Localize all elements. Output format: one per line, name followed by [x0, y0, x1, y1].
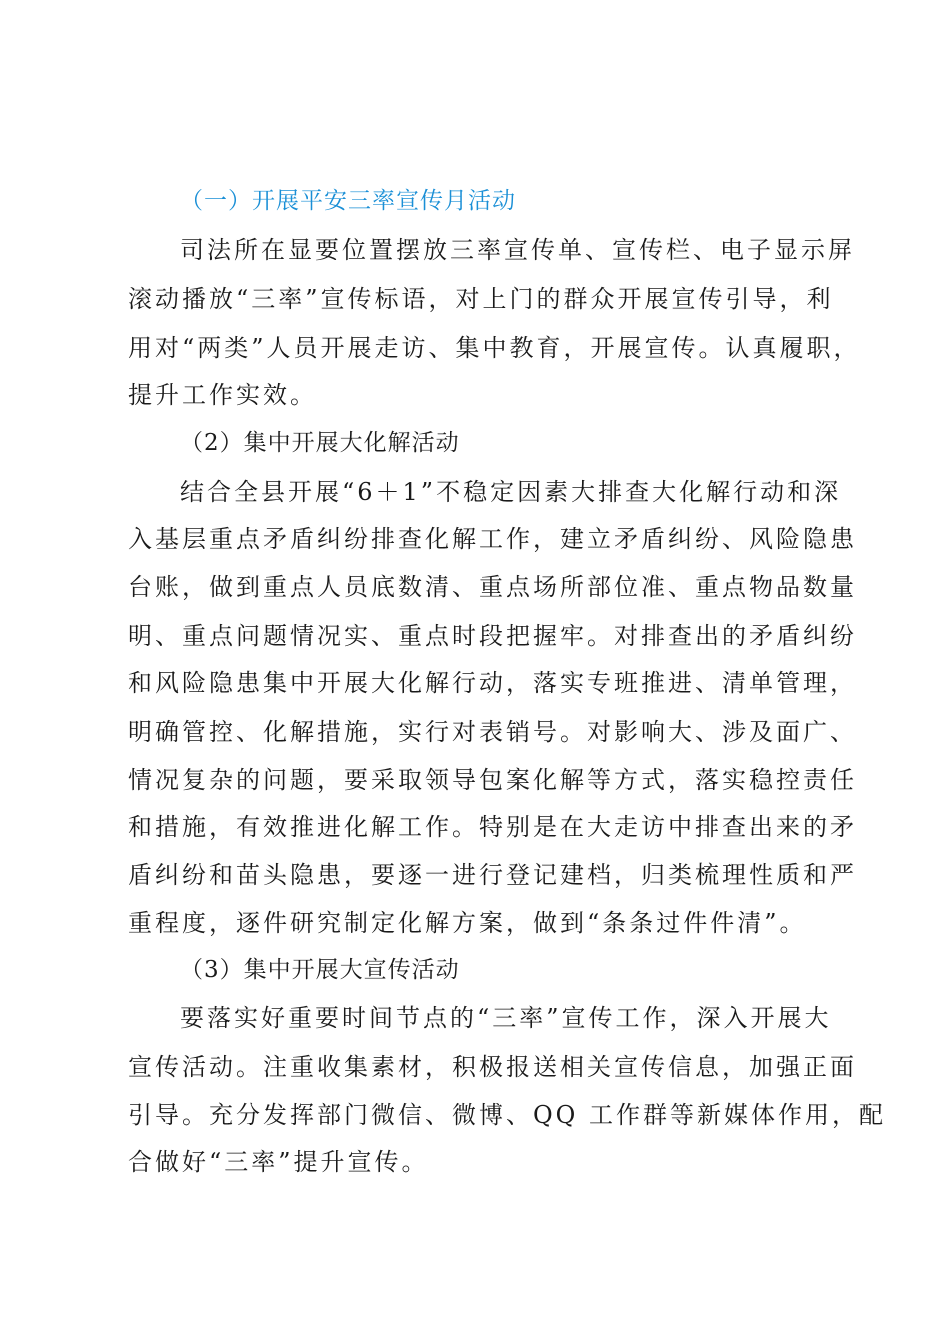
- paragraph-line: 和风险隐患集中开展大化解行动，落实专班推进、清单管理，: [128, 669, 857, 697]
- section-2-heading: （2）集中开展大化解活动: [180, 430, 460, 456]
- paragraph-line: 要落实好重要时间节点的“三率”宣传工作，深入开展大: [180, 1004, 832, 1032]
- paragraph-line: 司法所在显要位置摆放三率宣传单、宣传栏、电子显示屏: [180, 236, 855, 264]
- paragraph-line: 合做好“三率”提升宣传。: [128, 1148, 429, 1176]
- section-1-heading: （一）开展平安三率宣传月活动: [180, 188, 516, 214]
- paragraph-line: 入基层重点矛盾纠纷排查化解工作，建立矛盾纠纷、风险隐患: [128, 525, 857, 553]
- section-3-heading: （3）集中开展大宣传活动: [180, 957, 460, 983]
- paragraph-line: 引导。充分发挥部门微信、微博、QQ 工作群等新媒体作用，配: [128, 1101, 886, 1129]
- paragraph-line: 明确管控、化解措施，实行对表销号。对影响大、涉及面广、: [128, 718, 857, 746]
- paragraph-line: 提升工作实效。: [128, 381, 317, 409]
- paragraph-line: 结合全县开展“6＋1”不稳定因素大排查大化解行动和深: [180, 478, 842, 506]
- paragraph-line: 宣传活动。注重收集素材，积极报送相关宣传信息，加强正面: [128, 1053, 857, 1081]
- paragraph-line: 和措施，有效推进化解工作。特别是在大走访中排查出来的矛: [128, 813, 857, 841]
- paragraph-line: 盾纠纷和苗头隐患，要逐一进行登记建档，归类梳理性质和严: [128, 861, 857, 889]
- paragraph-line: 滚动播放“三率”宣传标语，对上门的群众开展宣传引导，利: [128, 285, 834, 313]
- paragraph-line: 重程度，逐件研究制定化解方案，做到“条条过件件清”。: [128, 909, 807, 937]
- paragraph-line: 明、重点问题情况实、重点时段把握牢。对排查出的矛盾纠纷: [128, 622, 857, 650]
- paragraph-line: 台账，做到重点人员底数清、重点场所部位准、重点物品数量: [128, 573, 857, 601]
- paragraph-line: 情况复杂的问题，要采取领导包案化解等方式，落实稳控责任: [128, 766, 857, 794]
- paragraph-line: 用对“两类”人员开展走访、集中教育，开展宣传。认真履职，: [128, 334, 861, 362]
